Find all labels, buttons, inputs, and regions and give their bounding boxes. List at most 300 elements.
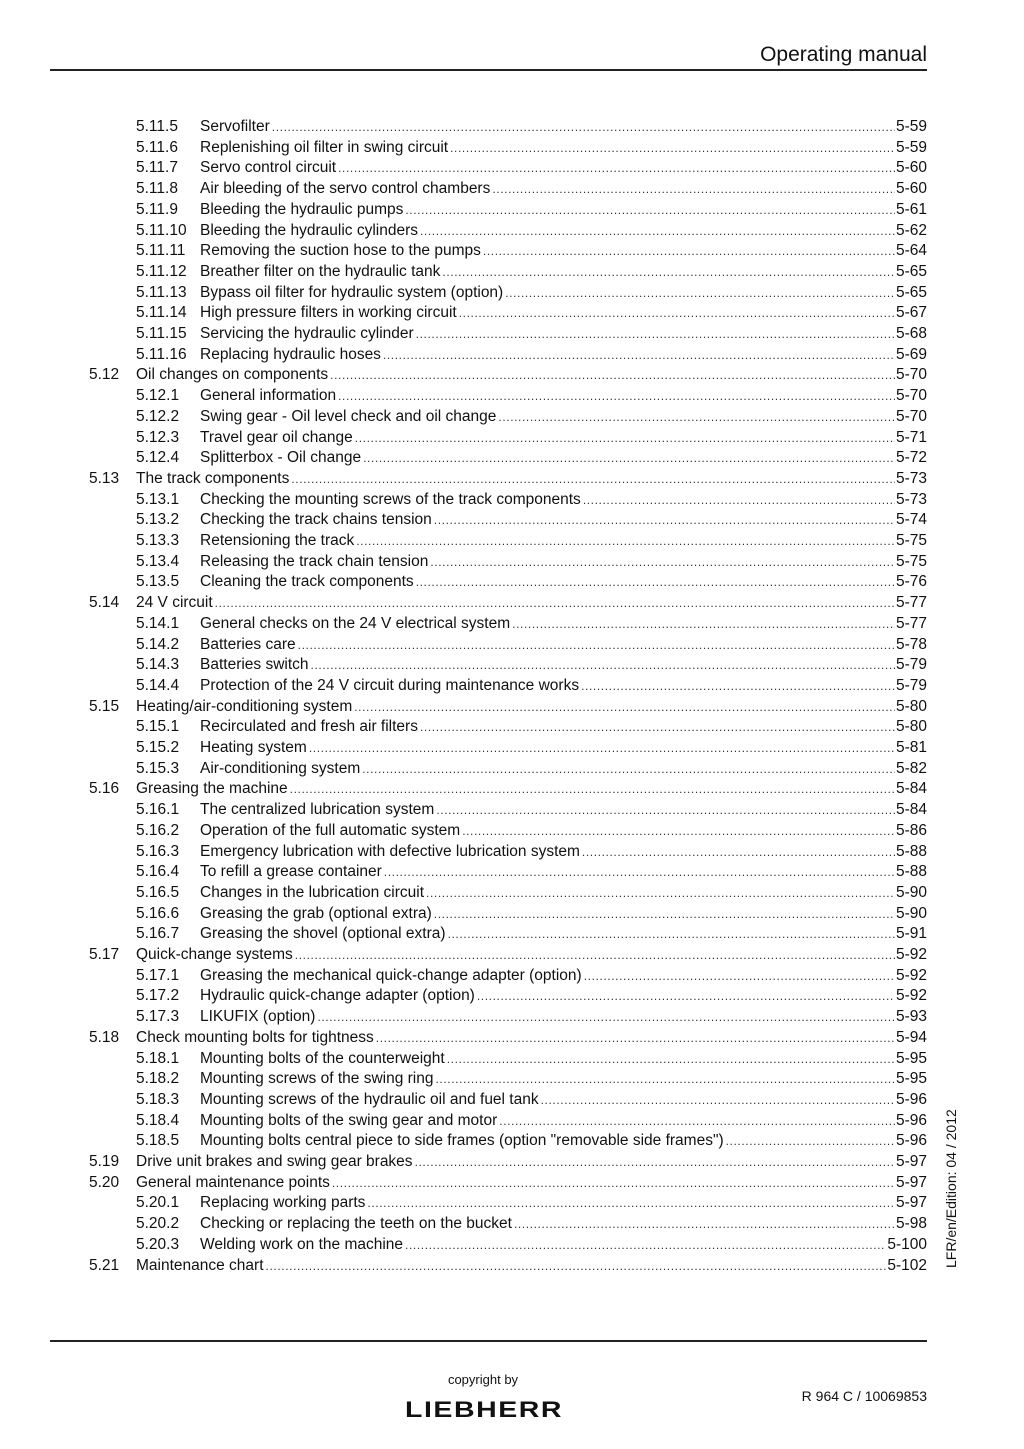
toc-entry[interactable] (0, 821, 1024, 842)
toc-entry-page: 5-84 (895, 800, 927, 821)
toc-entry-page: 5-73 (895, 469, 927, 490)
toc-entry-number: 5.18 (89, 1028, 120, 1046)
toc-entry-page: 5-60 (895, 158, 927, 179)
toc-entry[interactable] (0, 117, 1024, 138)
toc-entry-line (136, 1256, 927, 1277)
toc-entry-title: General information (200, 386, 338, 407)
toc-entry[interactable] (0, 883, 1024, 904)
toc-entry-title: General maintenance points (136, 1173, 332, 1194)
toc-entry[interactable] (0, 1131, 1024, 1152)
toc-entry[interactable] (0, 862, 1024, 883)
toc-dot-leader (483, 241, 895, 262)
toc-dot-leader (367, 1193, 895, 1214)
toc-entry[interactable] (0, 614, 1024, 635)
toc-entry-page: 5-68 (895, 324, 927, 345)
toc-entry-title: Mounting bolts of the counterweight (200, 1049, 447, 1070)
toc-entry-number: 5.14 (89, 594, 120, 612)
toc-entry[interactable] (0, 138, 1024, 159)
toc-entry-line (200, 138, 927, 159)
toc-entry-line (200, 635, 927, 656)
toc-entry-line (200, 862, 927, 883)
toc-dot-leader (512, 614, 895, 635)
toc-entry-number: 5.18.1 (136, 1049, 180, 1067)
toc-entry-page: 5-77 (895, 593, 927, 614)
toc-entry-page: 5-96 (895, 1111, 927, 1132)
toc-entry[interactable] (0, 1193, 1024, 1214)
toc-entry-page: 5-59 (895, 117, 927, 138)
toc-entry[interactable] (0, 842, 1024, 863)
toc-entry[interactable] (0, 717, 1024, 738)
toc-entry-title: LIKUFIX (option) (200, 1007, 317, 1028)
toc-entry-line (200, 1111, 927, 1132)
toc-entry-page: 5-61 (895, 200, 927, 221)
toc-entry[interactable] (0, 262, 1024, 283)
toc-dot-leader (405, 1235, 886, 1256)
toc-dot-leader (384, 862, 895, 883)
toc-entry-line (136, 1152, 927, 1173)
toc-entry-title: Retensioning the track (200, 531, 356, 552)
toc-dot-leader (492, 179, 895, 200)
toc-dot-leader (215, 593, 895, 614)
toc-entry-line (200, 1090, 927, 1111)
toc-entry[interactable] (0, 1173, 1024, 1194)
toc-entry-title: Air-conditioning system (200, 759, 362, 780)
toc-entry-number: 5.11.8 (136, 180, 178, 198)
toc-entry-title: Removing the suction hose to the pumps (200, 241, 483, 262)
toc-entry-page: 5-97 (895, 1193, 927, 1214)
toc-entry[interactable] (0, 1235, 1024, 1256)
toc-entry-title: Servicing the hydraulic cylinder (200, 324, 416, 345)
toc-entry-line (200, 842, 927, 863)
toc-entry-page: 5-69 (895, 345, 927, 366)
toc-entry[interactable] (0, 1111, 1024, 1132)
toc-entry-title: Mounting bolts of the swing gear and motor (200, 1111, 499, 1132)
toc-dot-leader (426, 883, 895, 904)
toc-entry-line (200, 552, 927, 573)
toc-entry-line (200, 179, 927, 200)
toc-entry-title: Cleaning the track components (200, 572, 416, 593)
toc-entry[interactable] (0, 200, 1024, 221)
toc-dot-leader (726, 1131, 895, 1152)
toc-entry-number: 5.17.2 (136, 987, 180, 1005)
toc-entry-page: 5-82 (895, 759, 927, 780)
toc-entry-page: 5-80 (895, 717, 927, 738)
toc-entry-line (200, 924, 927, 945)
toc-entry-line (200, 324, 927, 345)
toc-entry-page: 5-73 (895, 490, 927, 511)
toc-entry-title: Hydraulic quick-change adapter (option) (200, 986, 477, 1007)
toc-dot-leader (356, 531, 895, 552)
toc-entry-page: 5-70 (895, 386, 927, 407)
toc-entry-page: 5-90 (895, 883, 927, 904)
toc-entry-page: 5-100 (886, 1235, 927, 1256)
toc-entry-title: The centralized lubrication system (200, 800, 436, 821)
toc-entry-page: 5-91 (895, 924, 927, 945)
toc-entry-number: 5.12.2 (136, 407, 180, 425)
toc-entry-number: 5.15.3 (136, 759, 180, 777)
toc-entry-number: 5.20.1 (136, 1194, 180, 1212)
toc-dot-leader (434, 510, 895, 531)
toc-entry-line (200, 448, 927, 469)
toc-dot-leader (581, 676, 895, 697)
toc-entry-title: Operation of the full automatic system (200, 821, 462, 842)
toc-entry-title: Recirculated and fresh air filters (200, 717, 420, 738)
toc-entry-page: 5-65 (895, 262, 927, 283)
toc-entry-title: Splitterbox - Oil change (200, 448, 363, 469)
toc-dot-leader (462, 821, 895, 842)
toc-entry-title: To refill a grease container (200, 862, 384, 883)
toc-entry-title: 24 V circuit (136, 593, 215, 614)
toc-dot-leader (436, 800, 895, 821)
toc-entry[interactable] (0, 1214, 1024, 1235)
toc-entry-line (200, 510, 927, 531)
toc-entry-page: 5-77 (895, 614, 927, 635)
toc-dot-leader (383, 345, 895, 366)
toc-entry-number: 5.16.7 (136, 925, 180, 943)
toc-dot-leader (416, 324, 895, 345)
toc-entry[interactable] (0, 800, 1024, 821)
toc-dot-leader (430, 552, 895, 573)
toc-entry[interactable] (0, 324, 1024, 345)
toc-entry-number: 5.11.14 (136, 304, 187, 322)
toc-dot-leader (459, 303, 895, 324)
toc-entry-line (200, 262, 927, 283)
toc-entry-number: 5.20 (89, 1173, 120, 1191)
toc-entry-title: High pressure filters in working circuit (200, 303, 459, 324)
toc-entry-line (200, 200, 927, 221)
toc-entry-title: Oil changes on components (136, 365, 330, 386)
toc-entry-title: Checking the mounting screws of the track components (200, 490, 583, 511)
toc-entry[interactable] (0, 904, 1024, 925)
toc-entry-number: 5.11.11 (136, 242, 186, 260)
toc-entry-page: 5-88 (895, 862, 927, 883)
toc-entry-number: 5.18.4 (136, 1111, 180, 1129)
toc-entry[interactable] (0, 1049, 1024, 1070)
toc-entry-title: Batteries care (200, 635, 298, 656)
toc-entry-title: Mounting bolts central piece to side frames (option "removable side frames") (200, 1131, 726, 1152)
toc-entry-line (200, 759, 927, 780)
toc-entry-page: 5-90 (895, 904, 927, 925)
toc-dot-leader (477, 986, 895, 1007)
toc-entry-line (200, 221, 927, 242)
toc-entry-page: 5-95 (895, 1049, 927, 1070)
toc-entry-title: Drive unit brakes and swing gear brakes (136, 1152, 415, 1173)
toc-entry[interactable] (0, 552, 1024, 573)
logo-text: LIEBHERR (405, 1398, 563, 1420)
liebherr-logo (404, 1398, 564, 1420)
toc-dot-leader (295, 945, 895, 966)
toc-entry-page: 5-86 (895, 821, 927, 842)
toc-dot-leader (317, 1007, 895, 1028)
toc-entry-number: 5.15.2 (136, 739, 180, 756)
toc-entry-line (200, 1235, 927, 1256)
toc-entry-number: 5.18.2 (136, 1070, 180, 1088)
toc-entry-number: 5.20.2 (136, 1215, 180, 1233)
toc-entry-number: 5.11.12 (136, 262, 187, 280)
toc-dot-leader (362, 759, 895, 780)
toc-entry[interactable] (0, 779, 1024, 800)
toc-entry-number: 5.11.15 (136, 325, 187, 342)
toc-entry-number: 5.15 (89, 697, 120, 715)
toc-entry-title: Heating system (200, 738, 309, 759)
toc-entry-page: 5-76 (895, 572, 927, 593)
toc-dot-leader (541, 1090, 895, 1111)
toc-entry-line (200, 904, 927, 925)
toc-entry-line (200, 1069, 927, 1090)
toc-entry-line (200, 717, 927, 738)
toc-entry-page: 5-65 (895, 283, 927, 304)
toc-dot-leader (290, 779, 895, 800)
toc-entry-title: Swing gear - Oil level check and oil change (200, 407, 498, 428)
toc-entry-line (200, 345, 927, 366)
toc-entry[interactable] (0, 572, 1024, 593)
toc-entry-number: 5.11.5 (136, 118, 178, 135)
toc-entry-page: 5-67 (895, 303, 927, 324)
toc-entry[interactable] (0, 593, 1024, 614)
toc-entry[interactable] (0, 655, 1024, 676)
toc-dot-leader (416, 572, 895, 593)
toc-dot-leader (355, 428, 895, 449)
toc-entry-line (136, 1173, 927, 1194)
toc-entry-line (200, 614, 927, 635)
toc-entry-page: 5-88 (895, 842, 927, 863)
toc-entry-title: Releasing the track chain tension (200, 552, 430, 573)
toc-entry-number: 5.17.1 (136, 966, 180, 984)
toc-entry-line (200, 283, 927, 304)
toc-entry-page: 5-94 (895, 1028, 927, 1049)
toc-entry[interactable] (0, 945, 1024, 966)
toc-entry-page: 5-98 (895, 1214, 927, 1235)
toc-entry-number: 5.11.9 (136, 200, 178, 218)
toc-entry-number: 5.14.1 (136, 614, 180, 632)
toc-entry-page: 5-92 (895, 986, 927, 1007)
document-id: R 964 C / 10069853 (801, 1388, 927, 1404)
toc-entry[interactable] (0, 448, 1024, 469)
toc-entry-page: 5-92 (895, 945, 927, 966)
toc-entry-page: 5-102 (886, 1256, 927, 1277)
toc-dot-leader (584, 966, 895, 987)
toc-entry-title: Check mounting bolts for tightness (136, 1028, 376, 1049)
toc-entry-number: 5.13 (89, 469, 120, 487)
toc-entry-page: 5-59 (895, 138, 927, 159)
toc-entry-number: 5.21 (89, 1256, 120, 1274)
toc-entry-title: Breather filter on the hydraulic tank (200, 262, 442, 283)
toc-entry[interactable] (0, 490, 1024, 511)
toc-entry-title: Welding work on the machine (200, 1235, 405, 1256)
toc-entry-line (200, 428, 927, 449)
toc-entry[interactable] (0, 966, 1024, 987)
toc-entry-title: Servofilter (200, 117, 272, 138)
toc-entry-number: 5.16 (89, 780, 120, 798)
toc-entry-line (200, 821, 927, 842)
toc-entry-page: 5-64 (895, 241, 927, 262)
toc-entry-number: 5.17 (89, 946, 120, 963)
document-header-title: Operating manual (760, 43, 927, 66)
toc-entry-page: 5-96 (895, 1131, 927, 1152)
toc-entry-page: 5-70 (895, 365, 927, 386)
toc-entry[interactable] (0, 365, 1024, 386)
toc-entry[interactable] (0, 469, 1024, 490)
toc-dot-leader (338, 386, 895, 407)
toc-dot-leader (583, 490, 895, 511)
toc-entry-number: 5.16.5 (136, 883, 180, 901)
toc-dot-leader (376, 1028, 895, 1049)
toc-entry-number: 5.11.6 (136, 138, 178, 156)
toc-entry-line (200, 986, 927, 1007)
toc-dot-leader (435, 1069, 895, 1090)
toc-entry[interactable] (0, 676, 1024, 697)
toc-entry[interactable] (0, 1007, 1024, 1028)
toc-entry[interactable] (0, 428, 1024, 449)
toc-dot-leader (266, 1256, 887, 1277)
toc-dot-leader (332, 1173, 895, 1194)
toc-entry-line (200, 490, 927, 511)
copyright-label: copyright by (447, 1372, 519, 1387)
toc-entry-number: 5.16.4 (136, 863, 180, 881)
toc-entry-number: 5.12.4 (136, 449, 180, 467)
toc-entry-line (200, 738, 927, 759)
toc-entry-number: 5.14.3 (136, 656, 180, 674)
toc-entry-line (200, 386, 927, 407)
toc-entry-number: 5.13.1 (136, 490, 180, 508)
toc-entry-title: Heating/air-conditioning system (136, 697, 354, 718)
toc-entry[interactable] (0, 986, 1024, 1007)
toc-entry-title: The track components (136, 469, 291, 490)
toc-entry-page: 5-81 (895, 738, 927, 759)
toc-entry-page: 5-60 (895, 179, 927, 200)
toc-entry-number: 5.13.4 (136, 552, 180, 570)
toc-dot-leader (309, 738, 895, 759)
toc-dot-leader (405, 200, 895, 221)
toc-entry-title: Checking the track chains tension (200, 510, 434, 531)
toc-entry-title: Protection of the 24 V circuit during maintenance works (200, 676, 581, 697)
toc-entry[interactable] (0, 179, 1024, 200)
toc-entry-number: 5.13.2 (136, 511, 180, 529)
toc-entry-page: 5-74 (895, 510, 927, 531)
toc-entry[interactable] (0, 283, 1024, 304)
toc-entry-line (200, 1193, 927, 1214)
toc-entry-line (200, 966, 927, 987)
toc-entry[interactable] (0, 1069, 1024, 1090)
toc-entry-line (200, 883, 927, 904)
toc-entry-title: Replenishing oil filter in swing circuit (200, 138, 450, 159)
toc-dot-leader (498, 407, 895, 428)
toc-entry[interactable] (0, 221, 1024, 242)
toc-entry-number: 5.11.10 (136, 221, 187, 239)
toc-entry-title: General checks on the 24 V electrical system (200, 614, 512, 635)
toc-entry[interactable] (0, 697, 1024, 718)
toc-entry-number: 5.11.16 (136, 345, 187, 363)
toc-dot-leader (272, 117, 895, 138)
toc-entry-page: 5-93 (895, 1007, 927, 1028)
toc-entry[interactable] (0, 924, 1024, 945)
toc-entry-page: 5-92 (895, 966, 927, 987)
toc-entry-title: Batteries switch (200, 655, 311, 676)
toc-dot-leader (514, 1214, 895, 1235)
toc-entry[interactable] (0, 1028, 1024, 1049)
toc-entry-line (136, 593, 927, 614)
toc-entry-line (200, 407, 927, 428)
toc-entry[interactable] (0, 759, 1024, 780)
toc-entry-number: 5.18.5 (136, 1132, 180, 1150)
toc-dot-leader (434, 904, 895, 925)
toc-entry-number: 5.16.3 (136, 842, 180, 860)
toc-entry-number: 5.16.1 (136, 801, 180, 819)
toc-dot-leader (311, 655, 895, 676)
toc-entry[interactable] (0, 738, 1024, 759)
toc-entry-page: 5-95 (895, 1069, 927, 1090)
toc-entry[interactable] (0, 531, 1024, 552)
toc-entry[interactable] (0, 510, 1024, 531)
toc-entry-title: Replacing working parts (200, 1193, 367, 1214)
toc-entry-number: 5.16.2 (136, 821, 180, 839)
toc-entry-line (136, 697, 927, 718)
toc-entry[interactable] (0, 1152, 1024, 1173)
toc-entry-line (200, 158, 927, 179)
toc-entry-line (200, 676, 927, 697)
toc-entry-number: 5.12.3 (136, 428, 180, 446)
toc-entry-line (200, 241, 927, 262)
toc-dot-leader (447, 1049, 895, 1070)
toc-entry-number: 5.13.5 (136, 573, 180, 591)
toc-entry-line (200, 655, 927, 676)
toc-entry-page: 5-96 (895, 1090, 927, 1111)
toc-dot-leader (298, 635, 895, 656)
toc-entry-title: Greasing the mechanical quick-change adapter (option) (200, 966, 584, 987)
toc-dot-leader (505, 283, 895, 304)
toc-entry-title: Air bleeding of the servo control chambers (200, 179, 492, 200)
toc-entry[interactable] (0, 158, 1024, 179)
toc-dot-leader (582, 842, 895, 863)
toc-entry-line (200, 1131, 927, 1152)
toc-entry-page: 5-78 (895, 635, 927, 656)
toc-entry[interactable] (0, 407, 1024, 428)
toc-dot-leader (291, 469, 895, 490)
footer-rule (50, 1340, 927, 1342)
toc-entry-title: Checking or replacing the teeth on the bucket (200, 1214, 514, 1235)
toc-entry[interactable] (0, 345, 1024, 366)
toc-entry-number: 5.15.1 (136, 718, 180, 736)
toc-entry[interactable] (0, 303, 1024, 324)
toc-entry-number: 5.17.3 (136, 1008, 180, 1026)
toc-dot-leader (450, 138, 895, 159)
toc-dot-leader (330, 365, 895, 386)
toc-entry-number: 5.11.13 (136, 283, 187, 301)
toc-dot-leader (420, 717, 895, 738)
toc-entry-page: 5-97 (895, 1152, 927, 1173)
toc-entry-title: Greasing the machine (136, 779, 290, 800)
toc-entry-title: Bleeding the hydraulic cylinders (200, 221, 420, 242)
toc-entry[interactable] (0, 241, 1024, 262)
toc-entry-title: Bleeding the hydraulic pumps (200, 200, 405, 221)
toc-entry-title: Travel gear oil change (200, 428, 355, 449)
toc-entry-number: 5.14.2 (136, 635, 180, 653)
toc-entry[interactable] (0, 386, 1024, 407)
toc-entry[interactable] (0, 635, 1024, 656)
toc-entry-page: 5-97 (895, 1173, 927, 1194)
toc-entry-line (200, 303, 927, 324)
toc-entry[interactable] (0, 1256, 1024, 1277)
toc-entry-number: 5.14.4 (136, 676, 180, 694)
toc-entry-title: Mounting screws of the swing ring (200, 1069, 435, 1090)
toc-entry-line (200, 1007, 927, 1028)
edition-label: LFR/en/Edition: 04 / 2012 (943, 1109, 959, 1268)
toc-dot-leader (448, 924, 895, 945)
toc-entry-number: 5.11.7 (136, 159, 178, 177)
toc-entry-title: Emergency lubrication with defective lubrication system (200, 842, 582, 863)
toc-entry[interactable] (0, 1090, 1024, 1111)
toc-entry-title: Bypass oil filter for hydraulic system (option) (200, 283, 505, 304)
